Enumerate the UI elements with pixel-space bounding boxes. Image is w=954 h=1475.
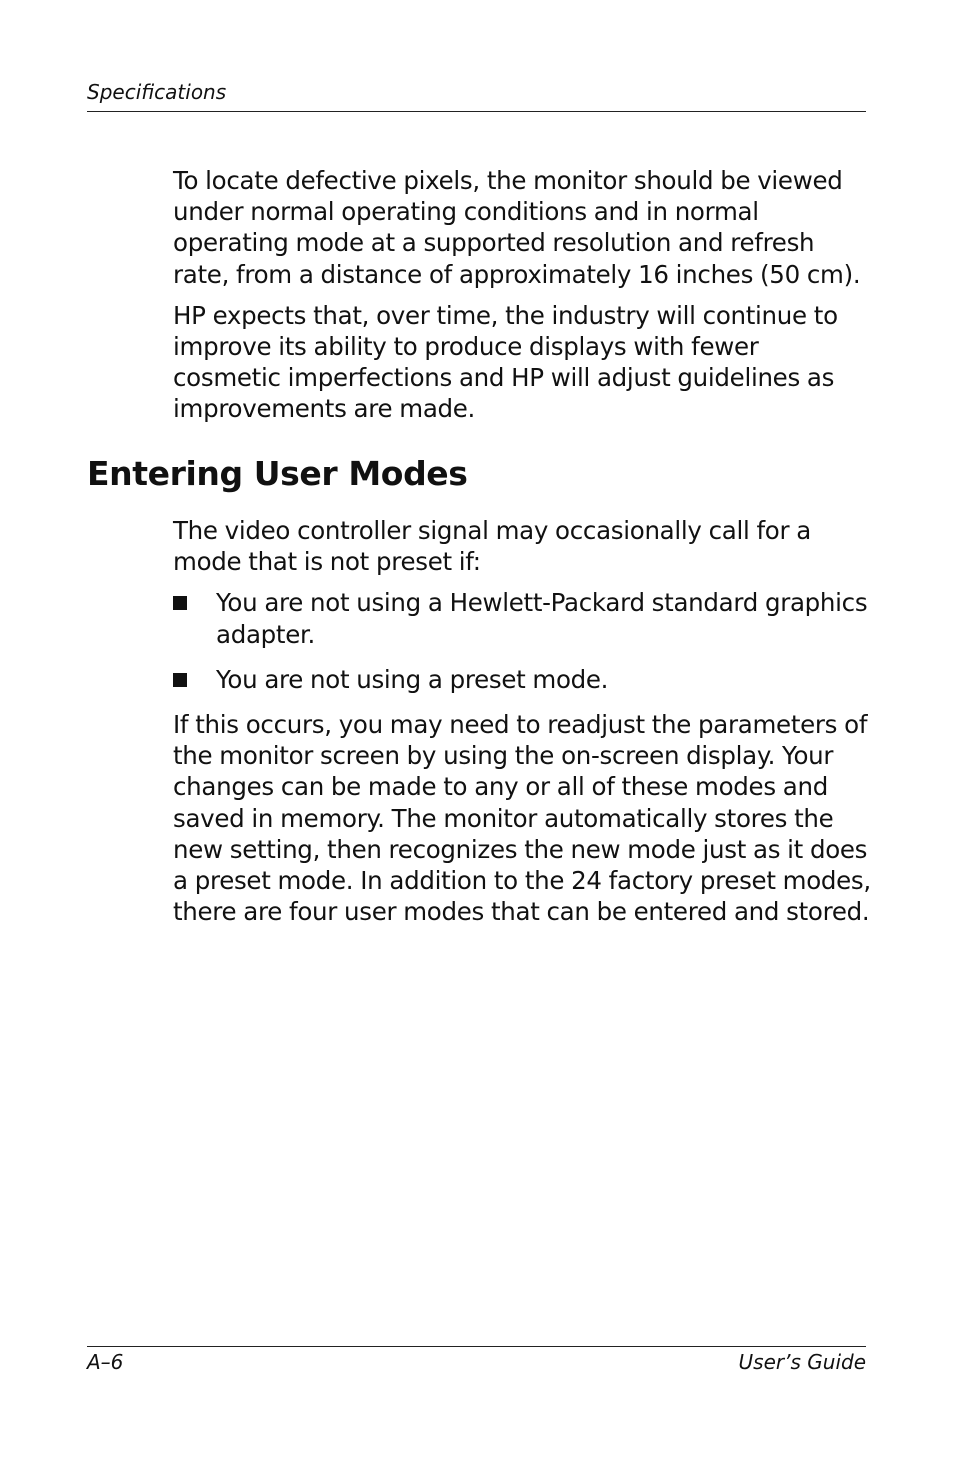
intro-paragraph-2: HP expects that, over time, the industry will continue to improve its ability to produce displays with fewer cosmetic imperfections and HP will adjust guidelines as improvements are made. [173,300,838,424]
bullet-text: You are not using a Hewlett-Packard standard graphics adapter. [216,588,868,649]
intro-section [173,165,873,435]
square-bullet-icon [173,673,187,687]
bullet-text: You are not using a preset mode. [216,664,609,694]
bullet-list [173,587,873,695]
user-modes-section [173,515,873,937]
section-lead-paragraph: The video controller signal may occasionally call for a mode that is not preset if: [173,516,811,577]
guide-title: User’s Guide [738,1350,866,1374]
header-rule [87,111,866,112]
list-item [173,664,873,695]
section-heading: Entering User Modes [87,454,468,493]
footer-rule [87,1346,866,1347]
square-bullet-icon [173,596,187,610]
page-number: A–6 [87,1350,124,1374]
intro-paragraph-1: To locate defective pixels, the monitor should be viewed under normal operating conditions and in normal operating mode at a supported resolution and refresh rate, from a distance of approximately 16 inches (50 cm). [173,166,861,289]
closing-paragraph: If this occurs, you may need to readjust the parameters of the monitor screen by using the on-screen display. Your changes can be made to any or all of these modes and saved in memory. The monitor automatically stores the new setting, then recognizes the new mode just as it does a preset mode. In addition to the 24 factory preset modes, there are four user modes that can be entered and stored. [173,710,871,927]
list-item [173,587,873,649]
running-header: Specifications [87,80,227,104]
